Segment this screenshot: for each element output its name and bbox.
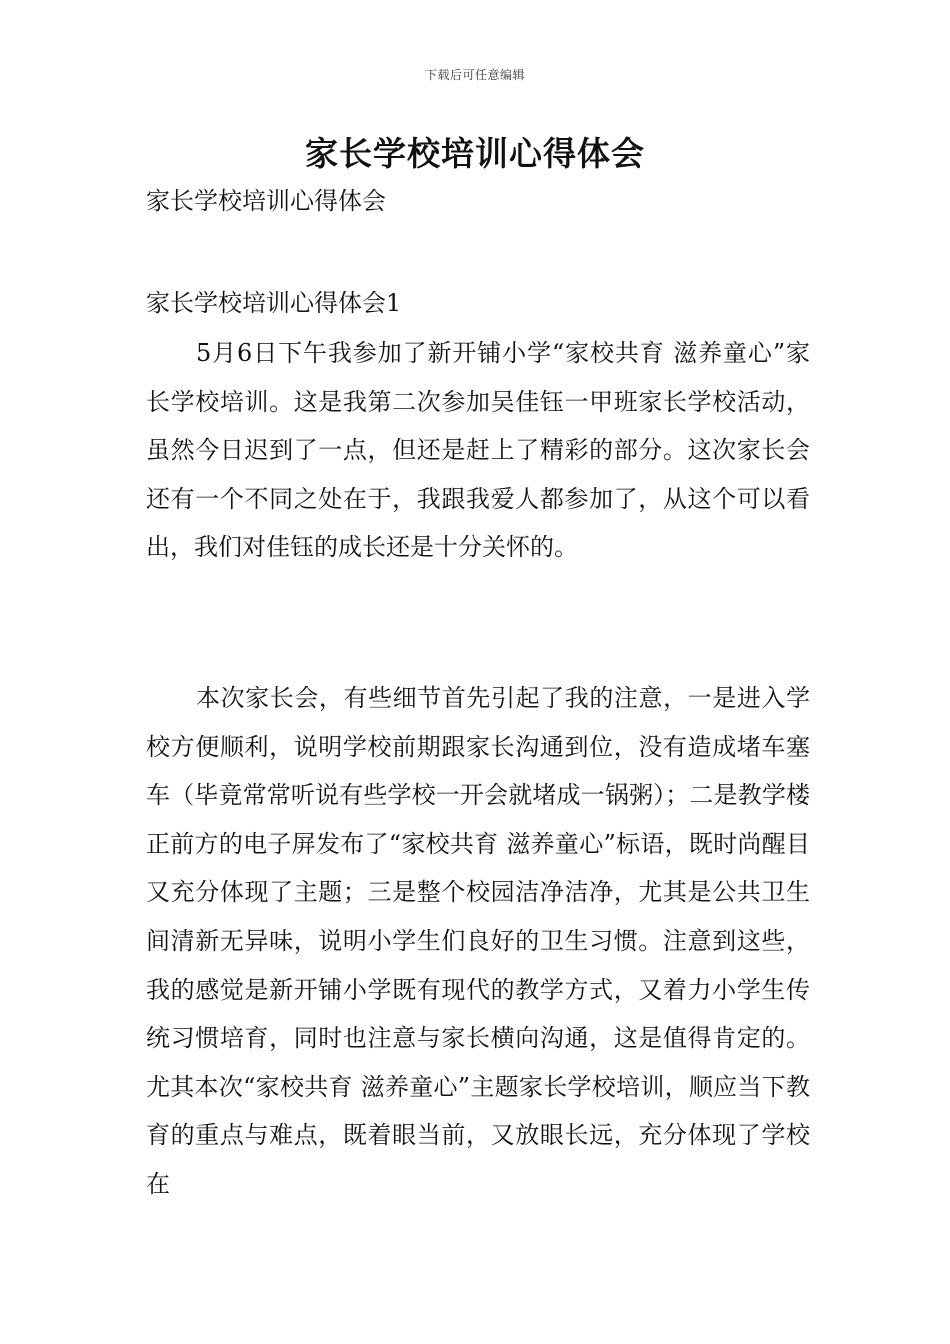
body-paragraph-1: 5月6日下午我参加了新开铺小学“家校共育 滋养童心”家长学校培训。这是我第二次参加吴佳钰一甲班家长学校活动，虽然今日迟到了一点，但还是赶上了精彩的部分。这次家长会还有一个不同之处在于，我跟我爱人都参加了，从这个可以看出，我们对佳钰的成长还是十分关怀的。 <box>146 339 810 562</box>
document-subtitle: 家长学校培训心得体会 <box>146 187 386 215</box>
header-note: 下载后可任意编辑 <box>424 68 525 82</box>
section-heading: 家长学校培训心得体会1 <box>146 289 402 317</box>
document-title: 家长学校培训心得体会 <box>305 134 645 173</box>
body-paragraph-2: 本次家长会，有些细节首先引起了我的注意，一是进入学校方便顺利，说明学校前期跟家长沟通到位，没有造成堵车塞车（毕竟常常听说有些学校一开会就堵成一锅粥）；二是教学楼正前方的电子屏发布了“家校共育 滋养童心”标语，既时尚醒目又充分体现了主题；三是整个校园洁净洁净，尤其是公共卫生间清新无异味，说明小学生们良好的卫生习惯。注意到这些，我的感觉是新开铺小学既有现代的教学方式，又着力小学生传统习惯培育，同时也注意与家长横向沟通，这是值得肯定的。尤其本次“家校共育 滋养童心”主题家长学校培训，顺应当下教育的重点与难点，既着眼当前，又放眼长远，充分体现了学校在 <box>146 684 810 1198</box>
